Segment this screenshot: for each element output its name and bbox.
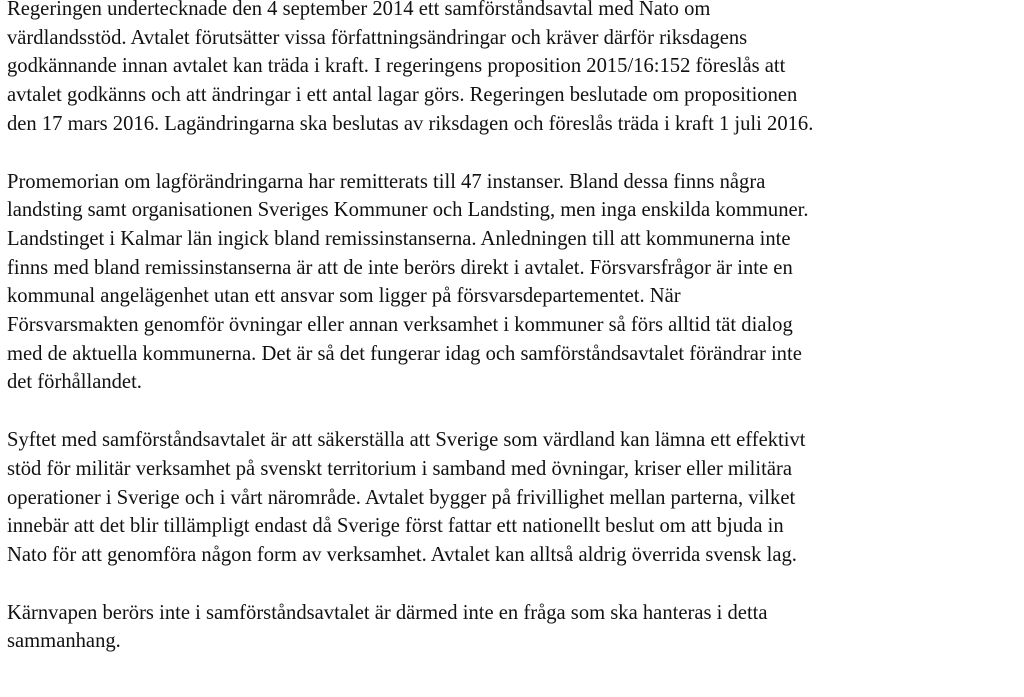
paragraph-host-nation-agreement: Regeringen undertecknade den 4 september 2014 ett samförståndsavtal med Nato om värdlandsstöd. Avtalet förutsätter vissa författningsändringar och kräver därför riksdagens godkännande innan avtalet kan träda i kraft. I regeringens proposition 2015/16:152 föreslås att avtalet godkänns och att ändringar i ett antal lagar görs. Regeringen beslutade om propositionen den 17 mars 2016. Lagändringarna ska beslutas av riksdagen och föreslås träda i kraft 1 juli 2016. <box>7 0 814 135</box>
paragraph-purpose: Syftet med samförståndsavtalet är att säkerställa att Sverige som värdland kan lämna ett effektivt stöd för militär verksamhet på svenskt territorium i samband med övningar, kriser eller militära operationer i Sverige och i vårt närområde. Avtalet bygger på frivillighet mellan parterna, vilket innebär att det blir tillämpligt endast då Sverige först fattar ett nationellt beslut om att bjuda in Nato för att genomföra någon form av verksamhet. Avtalet kan alltså aldrig överrida svensk lag. <box>7 429 806 566</box>
paragraph-referral: Promemorian om lagförändringarna har remitterats till 47 instanser. Bland dessa finns några landsting samt organisationen Sveriges Kommuner och Landsting, men inga enskilda kommuner. Landstinget i Kalmar län ingick bland remissinstanserna. Anledningen till att kommunerna inte finns med bland remissinstanserna är att de inte berörs direkt i avtalet. Försvarsfrågor är inte en kommunal angelägenhet utan ett ansvar som ligger på försvarsdepartementet. När Försvarsmakten genomför övningar eller annan verksamhet i kommuner så förs alltid tät dialog med de aktuella kommunerna. Det är så det fungerar idag och samförståndsavtalet förändrar inte det förhållandet. <box>7 170 809 394</box>
paragraph-nuclear-weapons: Kärnvapen berörs inte i samförståndsavtalet är därmed inte en fråga som ska hanteras i detta sammanhang. <box>7 601 768 653</box>
